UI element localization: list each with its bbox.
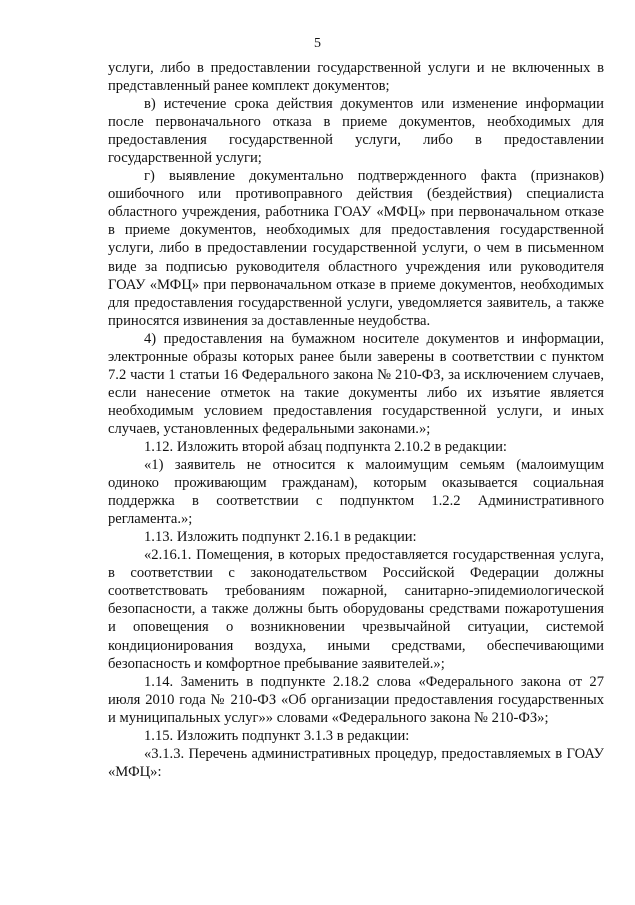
paragraph-item-v: в) истечение срока действия документов или изменение информации после первоначального отказа в приеме документов, необходимых для предоставления государственной услуги, либо в предоставлении государственной услуги; xyxy=(108,96,604,167)
document-body xyxy=(108,59,604,781)
paragraph-1-12-text: «1) заявитель не относится к малоимущим семьям (малоимущим одиноко проживающим гражданам), которым оказывается социальная поддержка в соответствии с подпунктом 1.2.2 Административного регламента.»; xyxy=(108,457,604,528)
paragraph-continuation: услуги, либо в предоставлении государственной услуги и не включенных в представленный ранее комплект документов; xyxy=(108,60,604,95)
paragraph-item-4: 4) предоставления на бумажном носителе документов и информации, электронные образы которых ранее были заверены в соответствии с пунктом 7.2 части 1 статьи 16 Федерального закона № 210-ФЗ, за исключением случаев, если нанесение отметок на такие документы либо их изъятие является необходимым условием предоставления государственной услуги, и иных случаев, установленных федеральными законами.»; xyxy=(108,330,604,437)
paragraph-1-13: 1.13. Изложить подпункт 2.16.1 в редакции: xyxy=(144,529,417,546)
paragraph-1-15-text: «3.1.3. Перечень административных процедур, предоставляемых в ГОАУ «МФЦ»: xyxy=(108,745,604,780)
paragraph-1-15: 1.15. Изложить подпункт 3.1.3 в редакции: xyxy=(144,727,410,744)
paragraph-1-12: 1.12. Изложить второй абзац подпункта 2.10.2 в редакции: xyxy=(144,438,507,455)
paragraph-item-g: г) выявление документально подтвержденного факта (признаков) ошибочного или противоправного действия (бездействия) специалиста областного учреждения, работника ГОАУ «МФЦ» при первоначальном отказе в приеме документов, необходимых для предоставления государственной услуги, либо в предоставлении государственной услуги, о чем в письменном виде за подписью руководителя областного учреждения или руководителя ГОАУ «МФЦ» при первоначальном отказе в приеме документов, необходимых для предоставления государственной услуги, уведомляется заявитель, а также приносятся извинения за доставленные неудобства. xyxy=(108,168,604,329)
page-number: 5 xyxy=(314,36,321,51)
paragraph-1-13-text: «2.16.1. Помещения, в которых предоставляется государственная услуга, в соответствии с законодательством Российской Федерации должны соответствовать требованиям пожарной, санитарно-эпидемиологической безопасности, а также должны быть оборудованы средствами пожаротушения и оповещения о возникновении чрезвычайной ситуации, системой кондиционирования воздуха, иными средствами, обеспечивающими безопасность и комфортное пребывание заявителей.»; xyxy=(108,547,604,672)
paragraph-1-14: 1.14. Заменить в подпункте 2.18.2 слова «Федерального закона от 27 июля 2010 года № 210-ФЗ «Об организации предоставления государственных и муниципальных услуг»» словами «Федерального закона № 210-ФЗ»; xyxy=(108,673,604,726)
